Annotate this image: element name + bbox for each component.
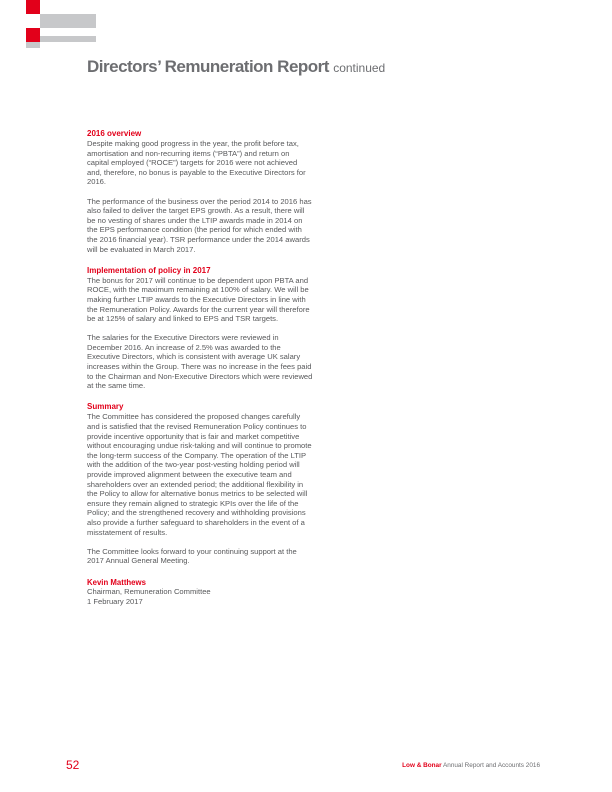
- logo-square: [26, 28, 40, 42]
- report-body: [87, 129, 313, 606]
- page-title: [87, 57, 385, 77]
- section-heading: Summary: [87, 402, 124, 412]
- section-heading: Implementation of policy in 2017: [87, 265, 211, 275]
- logo-bar: [40, 14, 96, 28]
- paragraph: The salaries for the Executive Directors were reviewed in December 2016. An increase of 2.5% was awarded to the Executive Directors, which is consistent with average UK salary increases within the Group. There was no increase in the fees paid to the Chairman and Non-Executive Directors which were reviewed at the same time.: [87, 333, 313, 391]
- signatory-role: Chairman, Remuneration Committee: [87, 587, 211, 597]
- signature-date: 1 February 2017: [87, 596, 143, 606]
- paragraph: The bonus for 2017 will continue to be dependent upon PBTA and ROCE, with the maximum remaining at 100% of salary. We will be making further LTIP awards to the Executive Directors in line with the Remuneration Policy. Awards for the current year will therefore be at 125% of salary and linked to EPS and TSR targets.: [87, 275, 310, 324]
- signatory-name: Kevin Matthews: [87, 577, 146, 587]
- page-number: 52: [66, 758, 80, 772]
- logo-bar: [40, 36, 96, 42]
- section-heading: 2016 overview: [87, 129, 142, 138]
- paragraph: The performance of the business over the period 2014 to 2016 has also failed to deliver the target EPS growth. As a result, there will be no vesting of shares under the LTIP awards made in 2014 on the EPS performance condition (the period for which ended with the 2016 financial year). TSR performance under the 2014 awards will be evaluated in March 2017.: [87, 196, 312, 254]
- footer-brand: Low & Bonar: [402, 762, 442, 769]
- logo-square: [26, 0, 40, 14]
- logo-square: [26, 42, 40, 48]
- paragraph: Despite making good progress in the year, the profit before tax, amortisation and non-recurring items (“PBTA”) and return on capital employed (“ROCE”) targets for 2016 were not achieved and, therefore, no bonus is payable to the Executive Directors for 2016.: [87, 139, 306, 187]
- paragraph: The Committee has considered the proposed changes carefully and is satisfied that the revised Remuneration Policy continues to provide incentive opportunity that is fair and market competitive without encouraging undue risk-taking and will continue to promote the long-term success of the Company. The operation of the LTIP with the addition of the two-year post-vesting holding period will provide improved alignment between the executive team and shareholders over an extended period; the additional flexibility in the Policy to allow for alternative bonus metrics to be selected will ensure they remain aligned to strategic KPIs over the life of the Policy; and the strengthened recovery and withholding provisions also provide a further safeguard to shareholders in the event of a misstatement of results.: [87, 412, 312, 537]
- page-title-text: Directors’ Remuneration Report: [87, 57, 329, 76]
- paragraph: The Committee looks forward to your continuing support at the 2017 Annual General Meeting.: [87, 546, 297, 566]
- footer-title: Annual Report and Accounts 2016: [441, 762, 540, 769]
- signature-block: [87, 578, 313, 607]
- page-title-suffix: continued: [333, 61, 386, 75]
- footer-report-title: [402, 762, 540, 769]
